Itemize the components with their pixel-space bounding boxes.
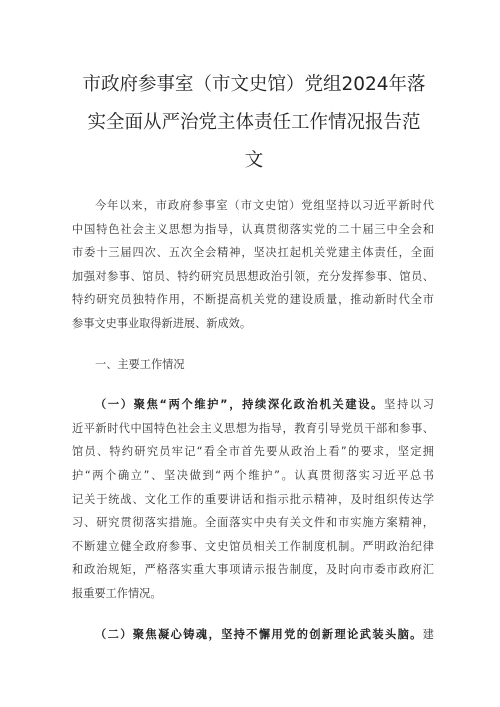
title-line: 市政府参事室（市文史馆）党组2024年落 xyxy=(82,74,426,95)
paragraph-line: 中国特色社会主义思想为指导，认真贯彻落实党的二十届三中全会和 xyxy=(72,222,434,236)
document-body xyxy=(72,194,434,646)
paragraph-line: 报重要工作情况。 xyxy=(72,586,162,600)
title-line: 文 xyxy=(244,150,264,171)
paragraph-line: 特约研究员独特作用，不断提高机关党的建设质量，推动新时代全市 xyxy=(72,293,434,307)
paragraph-line: 加强对参事、馆员、特约研究员思想政治引领，充分发挥参事、馆员、 xyxy=(72,269,434,283)
paragraph-line: 馆员、特约研究员牢记“看全市首先要从政治上看”的要求，坚定拥 xyxy=(72,445,434,459)
paragraph-line: 习、研究贯彻落实措施。全面落实中央有关文件和市实施方案精神， xyxy=(72,516,434,530)
paragraph-line: 市委十三届四次、五次全会精神，坚决扛起机关党建主体责任，全面 xyxy=(72,246,434,260)
paragraph-line: 记关于统战、文化工作的重要讲话和指示批示精神，及时组织传达学 xyxy=(72,492,434,506)
section-heading: 一、主要工作情况 xyxy=(95,357,185,371)
subsection-2 xyxy=(72,623,434,647)
paragraph-line xyxy=(72,623,434,647)
paragraph-line: 近平新时代中国特色社会主义思想为指导，教育引导党员干部和参事、 xyxy=(72,421,434,435)
subsection-heading: （二）聚焦凝心铸魂，坚持不懈用党的创新理论武装头脑。 xyxy=(95,627,423,641)
paragraph-text: 坚持以习 xyxy=(384,398,434,412)
paragraph-line: 不断建立健全政府参事、文史馆员相关工作制度机制。严明政治纪律 xyxy=(72,539,434,553)
title-line: 实全面从严治党主体责任工作情况报告范 xyxy=(87,112,421,133)
paragraph-line: 今年以来，市政府参事室（市文史馆）党组坚持以习近平新时代 xyxy=(95,199,434,212)
intro-paragraph xyxy=(72,194,434,336)
paragraph-line: 参事文史事业取得新进展、新成效。 xyxy=(72,316,252,330)
paragraph-text: 建 xyxy=(422,627,434,641)
paragraph-line: 和政治规矩，严格落实重大事项请示报告制度，及时向市委市政府汇 xyxy=(72,563,434,577)
paragraph-line xyxy=(72,393,434,417)
subsection-1 xyxy=(72,393,434,605)
document-title xyxy=(74,66,434,180)
paragraph-line: 护“两个确立”、坚决做到“两个维护”。认真贯彻落实习近平总书 xyxy=(72,468,434,482)
subsection-heading: （一）聚焦“两个维护”，持续深化政治机关建设。 xyxy=(95,398,385,412)
